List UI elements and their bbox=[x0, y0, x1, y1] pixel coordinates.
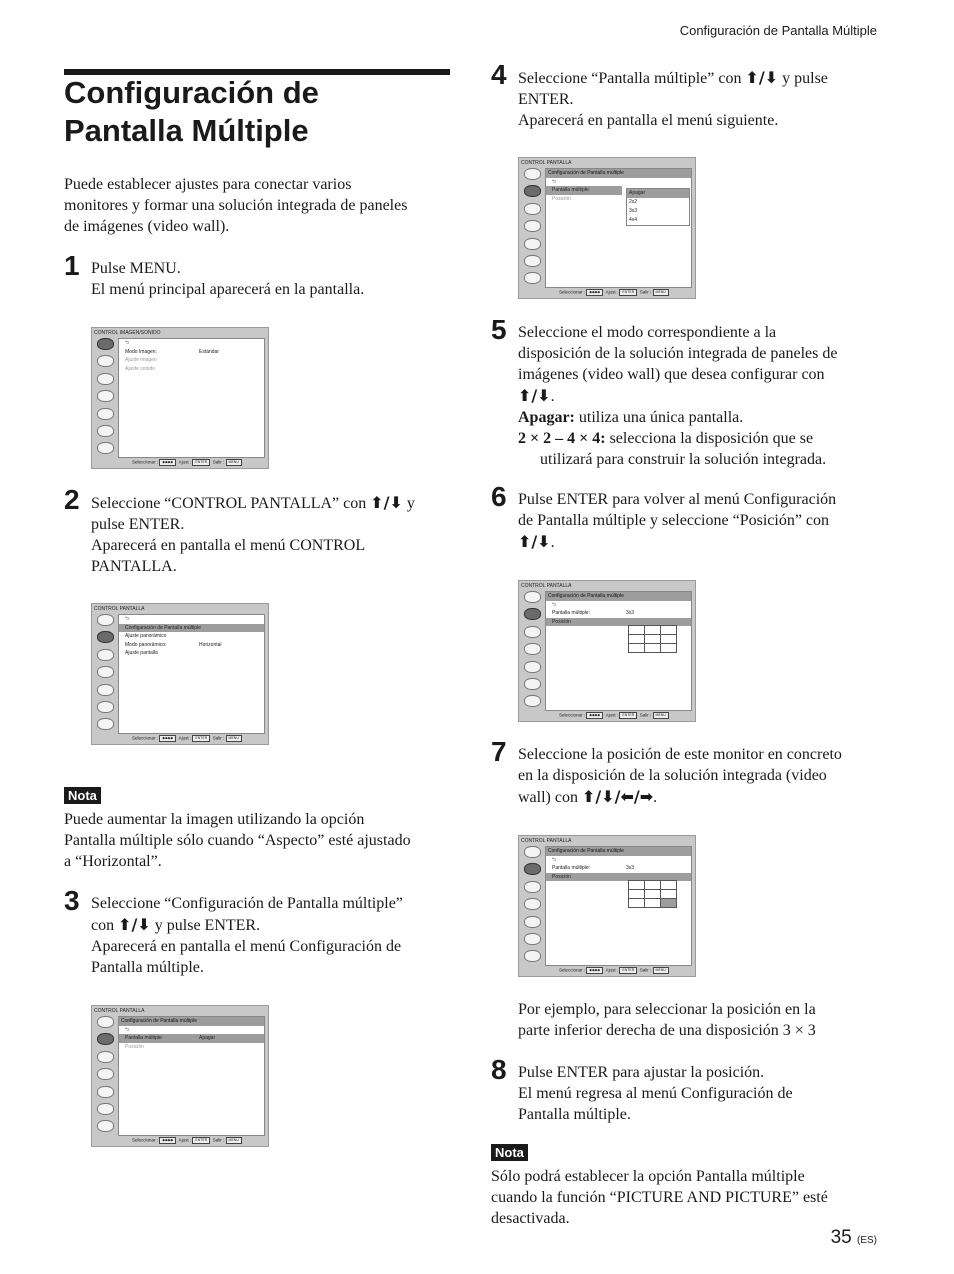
feature-icon bbox=[97, 373, 114, 385]
step-text: y pulse bbox=[778, 70, 828, 87]
exit-hint: Salir : bbox=[639, 712, 652, 718]
adjust-hint: Ajust : bbox=[605, 967, 619, 973]
input-icon bbox=[97, 1086, 114, 1098]
info-icon bbox=[97, 442, 114, 454]
apagar-term: Apagar: bbox=[518, 409, 575, 426]
step-7-number: 7 bbox=[491, 736, 507, 767]
arrow-keys-icon: ◆◆◆◆ bbox=[159, 1137, 176, 1144]
nota-2-text bbox=[491, 1166, 881, 1229]
grid-desc: selecciona la disposición que se bbox=[605, 430, 814, 447]
grid-cell-selected bbox=[661, 899, 676, 907]
screen-footer bbox=[132, 1137, 242, 1144]
picture-sound-icon bbox=[97, 1016, 114, 1028]
arrow-keys-icon: ◆◆◆◆ bbox=[586, 289, 603, 296]
step-text: Seleccione “Pantalla múltiple” con bbox=[518, 70, 746, 87]
timer-icon bbox=[524, 255, 541, 267]
step-line: imágenes (video wall) que desea configurar con bbox=[518, 366, 825, 383]
screen-title: CONTROL PANTALLA bbox=[521, 583, 572, 589]
step-2-text bbox=[91, 492, 456, 577]
step-8-text bbox=[518, 1062, 888, 1125]
four-arrows-icon: ⬆/⬇/⬅/➡ bbox=[581, 787, 654, 806]
select-hint: Seleccionar : bbox=[132, 735, 159, 741]
feature-icon bbox=[97, 1051, 114, 1063]
row-label: Posición bbox=[552, 195, 571, 202]
back-icon: ⮌ bbox=[552, 178, 557, 185]
grid-cell bbox=[661, 626, 676, 634]
step-line bbox=[518, 428, 888, 449]
menu-row-selected bbox=[119, 1034, 264, 1043]
step-line: Aparecerá en pantalla el menú siguiente. bbox=[518, 112, 779, 129]
screen-icon bbox=[97, 631, 114, 643]
feature-icon bbox=[524, 881, 541, 893]
screen-footer bbox=[132, 735, 242, 742]
grid-cell bbox=[629, 644, 644, 652]
nota-line: Puede aumentar la imagen utilizando la opción bbox=[64, 811, 365, 828]
exit-hint: Salir : bbox=[212, 735, 225, 741]
step-text: con bbox=[91, 917, 119, 934]
intro-line: de imágenes (video wall). bbox=[64, 218, 230, 235]
grid-cell bbox=[661, 890, 676, 898]
menu-row-selected bbox=[546, 186, 622, 195]
setup-icon bbox=[97, 1068, 114, 1080]
row-label: Posición bbox=[552, 873, 571, 880]
step-text: y pulse ENTER. bbox=[150, 917, 261, 934]
info-icon bbox=[524, 272, 541, 284]
step-1-number: 1 bbox=[64, 250, 80, 281]
grid-cell bbox=[645, 644, 660, 652]
step-5-number: 5 bbox=[491, 314, 507, 345]
nota-line: cuando la función “PICTURE AND PICTURE” esté bbox=[491, 1189, 828, 1206]
step-line: pulse ENTER. bbox=[91, 516, 185, 533]
menu-icons bbox=[521, 846, 544, 968]
option-item: 2x2 bbox=[629, 199, 638, 205]
page-number bbox=[831, 1227, 877, 1249]
intro-line: Puede establecer ajustes para conectar varios bbox=[64, 176, 352, 193]
menu-key: MENU bbox=[653, 289, 669, 296]
enter-key: ENTER bbox=[619, 289, 637, 296]
row-label: Posición bbox=[125, 1043, 144, 1050]
title-line-2: Pantalla Múltiple bbox=[64, 113, 309, 148]
step-6-number: 6 bbox=[491, 481, 507, 512]
adjust-hint: Ajust : bbox=[605, 712, 619, 718]
feature-icon bbox=[97, 649, 114, 661]
screen-icon bbox=[524, 608, 541, 620]
step-4-number: 4 bbox=[491, 59, 507, 90]
menu-panel bbox=[545, 846, 692, 966]
step-5-text bbox=[518, 322, 888, 470]
step-1-text bbox=[91, 258, 451, 300]
step-line: Pantalla múltiple. bbox=[91, 959, 204, 976]
step-line: El menú principal aparecerá en la pantalla. bbox=[91, 281, 365, 298]
step-line: Seleccione el modo correspondiente a la bbox=[518, 324, 777, 341]
arrow-keys-icon: ◆◆◆◆ bbox=[159, 459, 176, 466]
grid-cell bbox=[629, 626, 644, 634]
nota-line: desactivada. bbox=[491, 1210, 570, 1227]
input-icon bbox=[97, 684, 114, 696]
row-label: Modo Imagen: bbox=[125, 348, 157, 355]
input-icon bbox=[97, 408, 114, 420]
grid-cell bbox=[661, 644, 676, 652]
setup-icon bbox=[524, 898, 541, 910]
menu-screen-2 bbox=[91, 603, 269, 745]
menu-header: Configuración de Pantalla múltiple bbox=[546, 592, 691, 601]
picture-sound-icon bbox=[524, 591, 541, 603]
back-icon: ⮌ bbox=[552, 601, 557, 608]
row-value: Horizontal bbox=[199, 641, 222, 648]
options-list bbox=[626, 188, 690, 226]
picture-sound-icon bbox=[97, 338, 114, 350]
grid-cell bbox=[629, 890, 644, 898]
menu-row bbox=[546, 864, 691, 873]
step-line: ENTER. bbox=[518, 91, 574, 108]
step-line bbox=[518, 385, 888, 407]
apagar-desc: utiliza una única pantalla. bbox=[574, 409, 744, 426]
menu-header: Configuración de Pantalla múltiple bbox=[119, 1017, 264, 1026]
step-line bbox=[518, 531, 888, 553]
arrow-keys-icon: ◆◆◆◆ bbox=[586, 712, 603, 719]
screen-title: CONTROL IMAGEN/SONIDO bbox=[94, 330, 161, 336]
back-icon: ⮌ bbox=[552, 856, 557, 863]
row-label: Posición bbox=[552, 618, 571, 625]
step-7-text bbox=[518, 744, 888, 808]
timer-icon bbox=[97, 425, 114, 437]
up-down-arrows-icon: ⬆/⬇ bbox=[370, 493, 403, 512]
screen-icon bbox=[524, 863, 541, 875]
timer-icon bbox=[524, 678, 541, 690]
exit-hint: Salir : bbox=[212, 1137, 225, 1143]
nota-label: Nota bbox=[64, 787, 101, 804]
up-down-arrows-icon: ⬆/⬇ bbox=[518, 386, 551, 405]
adjust-hint: Ajust : bbox=[178, 1137, 192, 1143]
info-icon bbox=[524, 695, 541, 707]
info-icon bbox=[97, 1120, 114, 1132]
grid-term: 2 × 2 – 4 × 4: bbox=[518, 430, 606, 447]
adjust-hint: Ajust : bbox=[178, 735, 192, 741]
page-number-value: 35 bbox=[830, 1227, 852, 1248]
step-line bbox=[518, 786, 888, 808]
menu-icons bbox=[94, 338, 117, 460]
menu-row bbox=[119, 348, 264, 357]
menu-panel bbox=[118, 1016, 265, 1136]
menu-panel bbox=[118, 338, 265, 458]
page-language: (ES) bbox=[857, 1235, 877, 1246]
row-value: Estándar bbox=[199, 348, 220, 355]
step-text: . bbox=[550, 388, 555, 405]
menu-row bbox=[119, 649, 264, 658]
step-text: Seleccione “CONTROL PANTALLA” con bbox=[91, 495, 371, 512]
grid-cell bbox=[645, 890, 660, 898]
step-line bbox=[518, 407, 888, 428]
menu-icons bbox=[94, 1016, 117, 1138]
feature-icon bbox=[524, 203, 541, 215]
row-label: Ajuste imagen bbox=[125, 357, 157, 363]
option-item: 4x4 bbox=[629, 217, 638, 223]
screen-title: CONTROL PANTALLA bbox=[521, 838, 572, 844]
menu-screen-6 bbox=[518, 580, 696, 722]
select-hint: Seleccionar : bbox=[559, 967, 586, 973]
enter-key: ENTER bbox=[619, 967, 637, 974]
row-label: Pantalla múltiple: bbox=[552, 187, 591, 193]
step-6-text bbox=[518, 489, 888, 553]
step-line: utilizará para construir la solución integrada. bbox=[540, 451, 827, 468]
intro-paragraph bbox=[64, 174, 454, 237]
row-label: Pantalla múltiple: bbox=[125, 1035, 164, 1041]
step-line: Pulse ENTER para volver al menú Configuración bbox=[518, 491, 837, 508]
step-8-number: 8 bbox=[491, 1054, 507, 1085]
setup-icon bbox=[97, 390, 114, 402]
step-line: Aparecerá en pantalla el menú CONTROL bbox=[91, 537, 366, 554]
select-hint: Seleccionar : bbox=[132, 1137, 159, 1143]
step-line bbox=[91, 492, 456, 514]
picture-sound-icon bbox=[524, 846, 541, 858]
menu-panel bbox=[118, 614, 265, 734]
grid-cell bbox=[629, 881, 644, 889]
step-3-number: 3 bbox=[64, 885, 80, 916]
step-line: Seleccione “Configuración de Pantalla múltiple” bbox=[91, 895, 403, 912]
setup-icon bbox=[97, 666, 114, 678]
menu-row bbox=[119, 632, 264, 641]
step-line: Aparecerá en pantalla el menú Configuración de bbox=[91, 938, 402, 955]
example-paragraph bbox=[518, 999, 888, 1041]
grid-cell bbox=[645, 635, 660, 643]
arrow-keys-icon: ◆◆◆◆ bbox=[586, 967, 603, 974]
select-hint: Seleccionar : bbox=[559, 712, 586, 718]
page-title bbox=[64, 74, 454, 150]
timer-icon bbox=[524, 933, 541, 945]
setup-icon bbox=[524, 220, 541, 232]
screen-footer bbox=[559, 967, 669, 974]
screen-title: CONTROL PANTALLA bbox=[94, 1008, 145, 1014]
menu-key: MENU bbox=[653, 967, 669, 974]
step-line: en la disposición de la solución integrada (video bbox=[518, 767, 827, 784]
picture-sound-icon bbox=[524, 168, 541, 180]
menu-icons bbox=[521, 591, 544, 713]
enter-key: ENTER bbox=[192, 1137, 210, 1144]
row-label: Ajuste pantalla bbox=[125, 650, 158, 656]
input-icon bbox=[524, 238, 541, 250]
step-text: . bbox=[653, 789, 658, 806]
example-line: parte inferior derecha de una disposición 3 × 3 bbox=[518, 1022, 816, 1039]
screen-footer bbox=[559, 712, 669, 719]
setup-icon bbox=[524, 643, 541, 655]
row-label: Modo panorámico: bbox=[125, 641, 167, 648]
menu-screen-7 bbox=[518, 835, 696, 977]
screen-footer bbox=[132, 459, 242, 466]
back-icon: ⮌ bbox=[125, 340, 130, 346]
menu-row bbox=[546, 609, 691, 618]
grid-cell bbox=[645, 626, 660, 634]
enter-key: ENTER bbox=[192, 735, 210, 742]
position-grid bbox=[628, 625, 677, 653]
step-3-text bbox=[91, 893, 456, 978]
row-label: Pantalla múltiple: bbox=[552, 865, 591, 871]
exit-hint: Salir : bbox=[639, 967, 652, 973]
adjust-hint: Ajust : bbox=[605, 289, 619, 295]
step-text: y bbox=[402, 495, 415, 512]
screen-title: CONTROL PANTALLA bbox=[521, 160, 572, 166]
step-4-text bbox=[518, 67, 888, 131]
back-icon: ⮌ bbox=[125, 616, 130, 622]
row-label: Pantalla múltiple: bbox=[552, 610, 591, 616]
select-hint: Seleccionar : bbox=[132, 459, 159, 465]
grid-cell bbox=[661, 881, 676, 889]
menu-key: MENU bbox=[653, 712, 669, 719]
step-line bbox=[518, 67, 888, 89]
menu-row bbox=[119, 1043, 264, 1052]
back-icon: ⮌ bbox=[125, 1026, 130, 1033]
running-header: Configuración de Pantalla Múltiple bbox=[679, 23, 877, 38]
step-line: El menú regresa al menú Configuración de bbox=[518, 1085, 793, 1102]
menu-panel bbox=[545, 591, 692, 711]
enter-key: ENTER bbox=[619, 712, 637, 719]
grid-cell bbox=[645, 881, 660, 889]
step-line: de Pantalla múltiple y seleccione “Posición” con bbox=[518, 512, 830, 529]
nota-1-text bbox=[64, 809, 459, 872]
option-item: Apagar bbox=[627, 189, 689, 198]
up-down-arrows-icon: ⬆/⬇ bbox=[518, 532, 551, 551]
grid-cell bbox=[629, 899, 644, 907]
step-line: PANTALLA. bbox=[91, 558, 177, 575]
adjust-hint: Ajust : bbox=[178, 459, 192, 465]
arrow-keys-icon: ◆◆◆◆ bbox=[159, 735, 176, 742]
enter-key: ENTER bbox=[192, 459, 210, 466]
title-line-1: Configuración de bbox=[64, 75, 319, 110]
row-value: Apagar bbox=[199, 1035, 216, 1041]
row-value: 3x3 bbox=[626, 865, 635, 871]
input-icon bbox=[524, 661, 541, 673]
screen-icon bbox=[524, 185, 541, 197]
nota-line: Sólo podrá establecer la opción Pantalla múltiple bbox=[491, 1168, 805, 1185]
nota-line: Pantalla múltiple sólo cuando “Aspecto” esté ajustado bbox=[64, 832, 411, 849]
step-text: . bbox=[550, 534, 555, 551]
timer-icon bbox=[97, 1103, 114, 1115]
screen-icon bbox=[97, 1033, 114, 1045]
exit-hint: Salir : bbox=[212, 459, 225, 465]
step-text: wall) con bbox=[518, 789, 582, 806]
nota-line: a “Horizontal”. bbox=[64, 853, 162, 870]
timer-icon bbox=[97, 701, 114, 713]
picture-sound-icon bbox=[97, 614, 114, 626]
menu-panel bbox=[545, 168, 692, 288]
menu-key: MENU bbox=[226, 459, 242, 466]
menu-row bbox=[119, 365, 264, 374]
input-icon bbox=[524, 916, 541, 928]
row-label: Ajuste panorámico bbox=[125, 633, 167, 639]
step-line bbox=[91, 914, 456, 936]
menu-key: MENU bbox=[226, 735, 242, 742]
menu-row bbox=[119, 641, 264, 650]
grid-cell bbox=[661, 635, 676, 643]
step-line: Pantalla múltiple. bbox=[518, 1106, 631, 1123]
select-hint: Seleccionar : bbox=[559, 289, 586, 295]
example-line: Por ejemplo, para seleccionar la posición en la bbox=[518, 1001, 816, 1018]
intro-line: monitores y formar una solución integrada de paneles bbox=[64, 197, 408, 214]
menu-header: Configuración de Pantalla múltiple bbox=[546, 847, 691, 856]
option-item: 3x3 bbox=[629, 208, 638, 214]
nota-label: Nota bbox=[491, 1144, 528, 1161]
screen-title: CONTROL PANTALLA bbox=[94, 606, 145, 612]
menu-icons bbox=[521, 168, 544, 290]
menu-row bbox=[119, 356, 264, 365]
menu-header: Configuración de Pantalla múltiple bbox=[546, 169, 691, 178]
up-down-arrows-icon: ⬆/⬇ bbox=[118, 915, 151, 934]
menu-screen-1 bbox=[91, 327, 269, 469]
up-down-arrows-icon: ⬆/⬇ bbox=[745, 68, 779, 87]
menu-key: MENU bbox=[226, 1137, 242, 1144]
step-line: disposición de la solución integrada de paneles de bbox=[518, 345, 838, 362]
grid-cell bbox=[645, 899, 660, 907]
info-icon bbox=[97, 718, 114, 730]
menu-row-selected: Configuración de Pantalla múltiple bbox=[119, 624, 264, 633]
screen-icon bbox=[97, 355, 114, 367]
menu-screen-4 bbox=[518, 157, 696, 299]
step-line: Seleccione la posición de este monitor en concreto bbox=[518, 746, 842, 763]
grid-cell bbox=[629, 635, 644, 643]
menu-screen-3 bbox=[91, 1005, 269, 1147]
row-value: 3x3 bbox=[626, 610, 635, 616]
step-2-number: 2 bbox=[64, 484, 80, 515]
menu-icons bbox=[94, 614, 117, 736]
step-line: Pulse MENU. bbox=[91, 260, 181, 277]
screen-footer bbox=[559, 289, 669, 296]
feature-icon bbox=[524, 626, 541, 638]
info-icon bbox=[524, 950, 541, 962]
position-grid bbox=[628, 880, 677, 908]
exit-hint: Salir : bbox=[639, 289, 652, 295]
row-label: Ajuste sonido bbox=[125, 365, 156, 372]
step-line: Pulse ENTER para ajustar la posición. bbox=[518, 1064, 765, 1081]
